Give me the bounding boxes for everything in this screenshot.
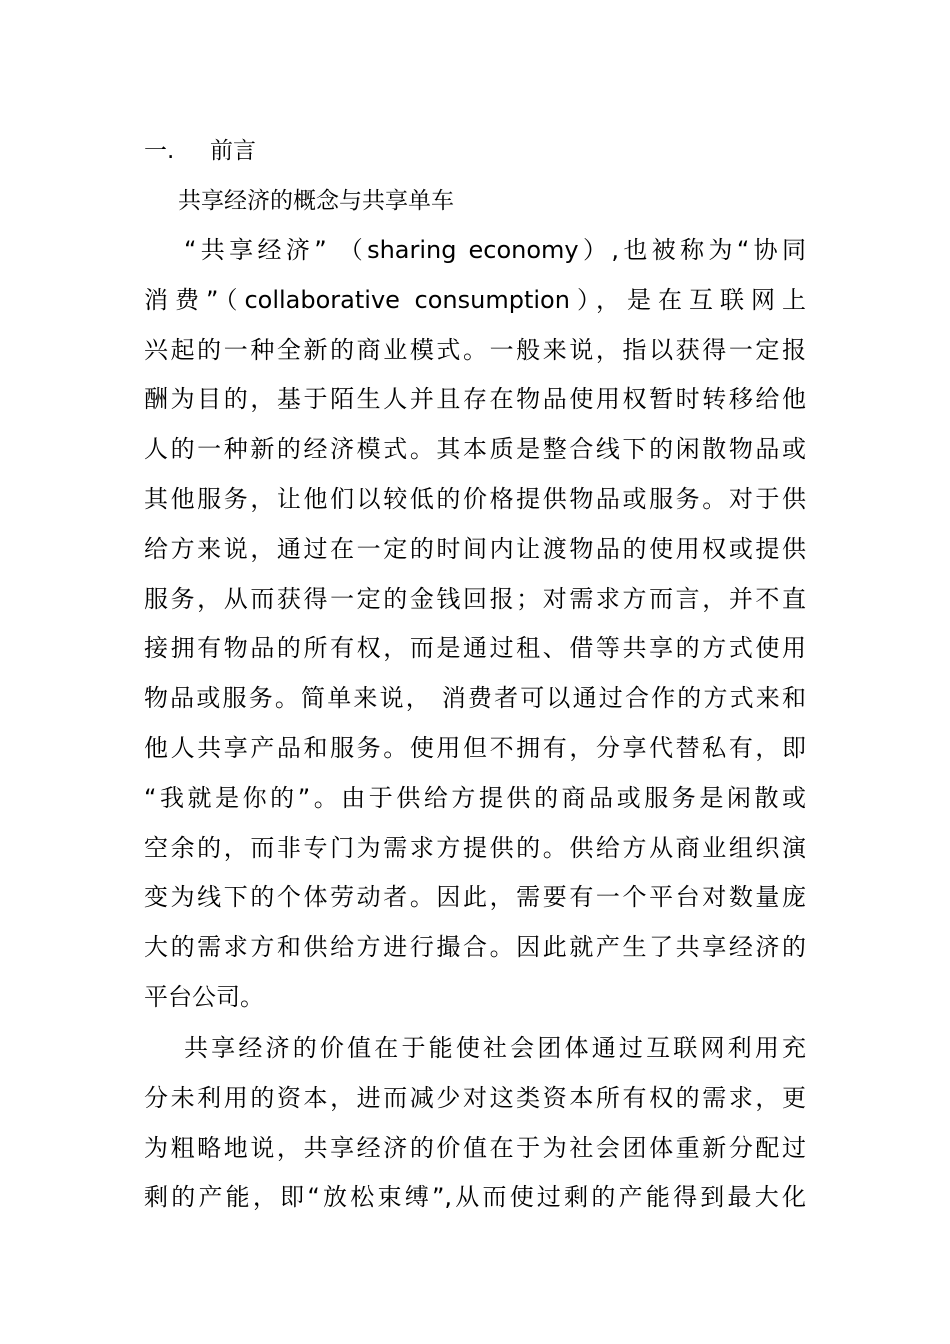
text-line: 兴起的一种全新的商业模式。一般来说，指以获得一定报 — [144, 335, 806, 364]
text-line: 平台公司。 — [144, 982, 264, 1011]
text-line: “我就是你的”。由于供给方提供的商品或服务是闲散或 — [144, 783, 806, 812]
text-line: 接拥有物品的所有权，而是通过租、借等共享的方式使用 — [144, 634, 806, 663]
text-line: 为粗略地说，共享经济的价值在于为社会团体重新分配过 — [144, 1133, 806, 1162]
text-line: 其他服务，让他们以较低的价格提供物品或服务。对于供 — [144, 484, 806, 513]
text-line: 人的一种新的经济模式。其本质是整合线下的闲散物品或 — [144, 435, 806, 464]
text-line: 给方来说，通过在一定的时间内让渡物品的使用权或提供 — [144, 534, 806, 563]
text-line: 他人共享产品和服务。使用但不拥有，分享代替私有，即 — [144, 733, 806, 762]
paragraph-1 — [144, 226, 806, 1023]
text-line: 大的需求方和供给方进行撮合。因此就产生了共享经济的 — [144, 933, 806, 962]
text-line: 变为线下的个体劳动者。因此，需要有一个平台对数量庞 — [144, 883, 806, 912]
text-line: “共享经济” （sharing economy）,也被称为“协同 — [184, 236, 806, 264]
text-line: 消费”（collaborative consumption），是在互联网上 — [144, 285, 806, 314]
text-line: 物品或服务。简单来说， 消费者可以通过合作的方式来和 — [144, 684, 806, 713]
text-line: 服务，从而获得一定的金钱回报；对需求方而言，并不直 — [144, 584, 806, 613]
paragraph-2 — [144, 1024, 806, 1223]
section-number: 一. — [144, 138, 175, 164]
text-line: 分未利用的资本，进而减少对这类资本所有权的需求，更 — [144, 1083, 806, 1112]
text-line: 酬为目的，基于陌生人并且存在物品使用权暂时转移给他 — [144, 385, 806, 414]
text-line: 空余的，而非专门为需求方提供的。供给方从商业组织演 — [144, 833, 806, 862]
text-line: 共享经济的价值在于能使社会团体通过互联网利用充 — [184, 1034, 806, 1062]
section-heading — [144, 133, 256, 169]
section-title: 前言 — [210, 138, 256, 164]
subheading: 共享经济的概念与共享单车 — [178, 188, 454, 214]
text-line: 剩的产能，即“放松束缚”,从而使过剩的产能得到最大化 — [144, 1183, 806, 1212]
